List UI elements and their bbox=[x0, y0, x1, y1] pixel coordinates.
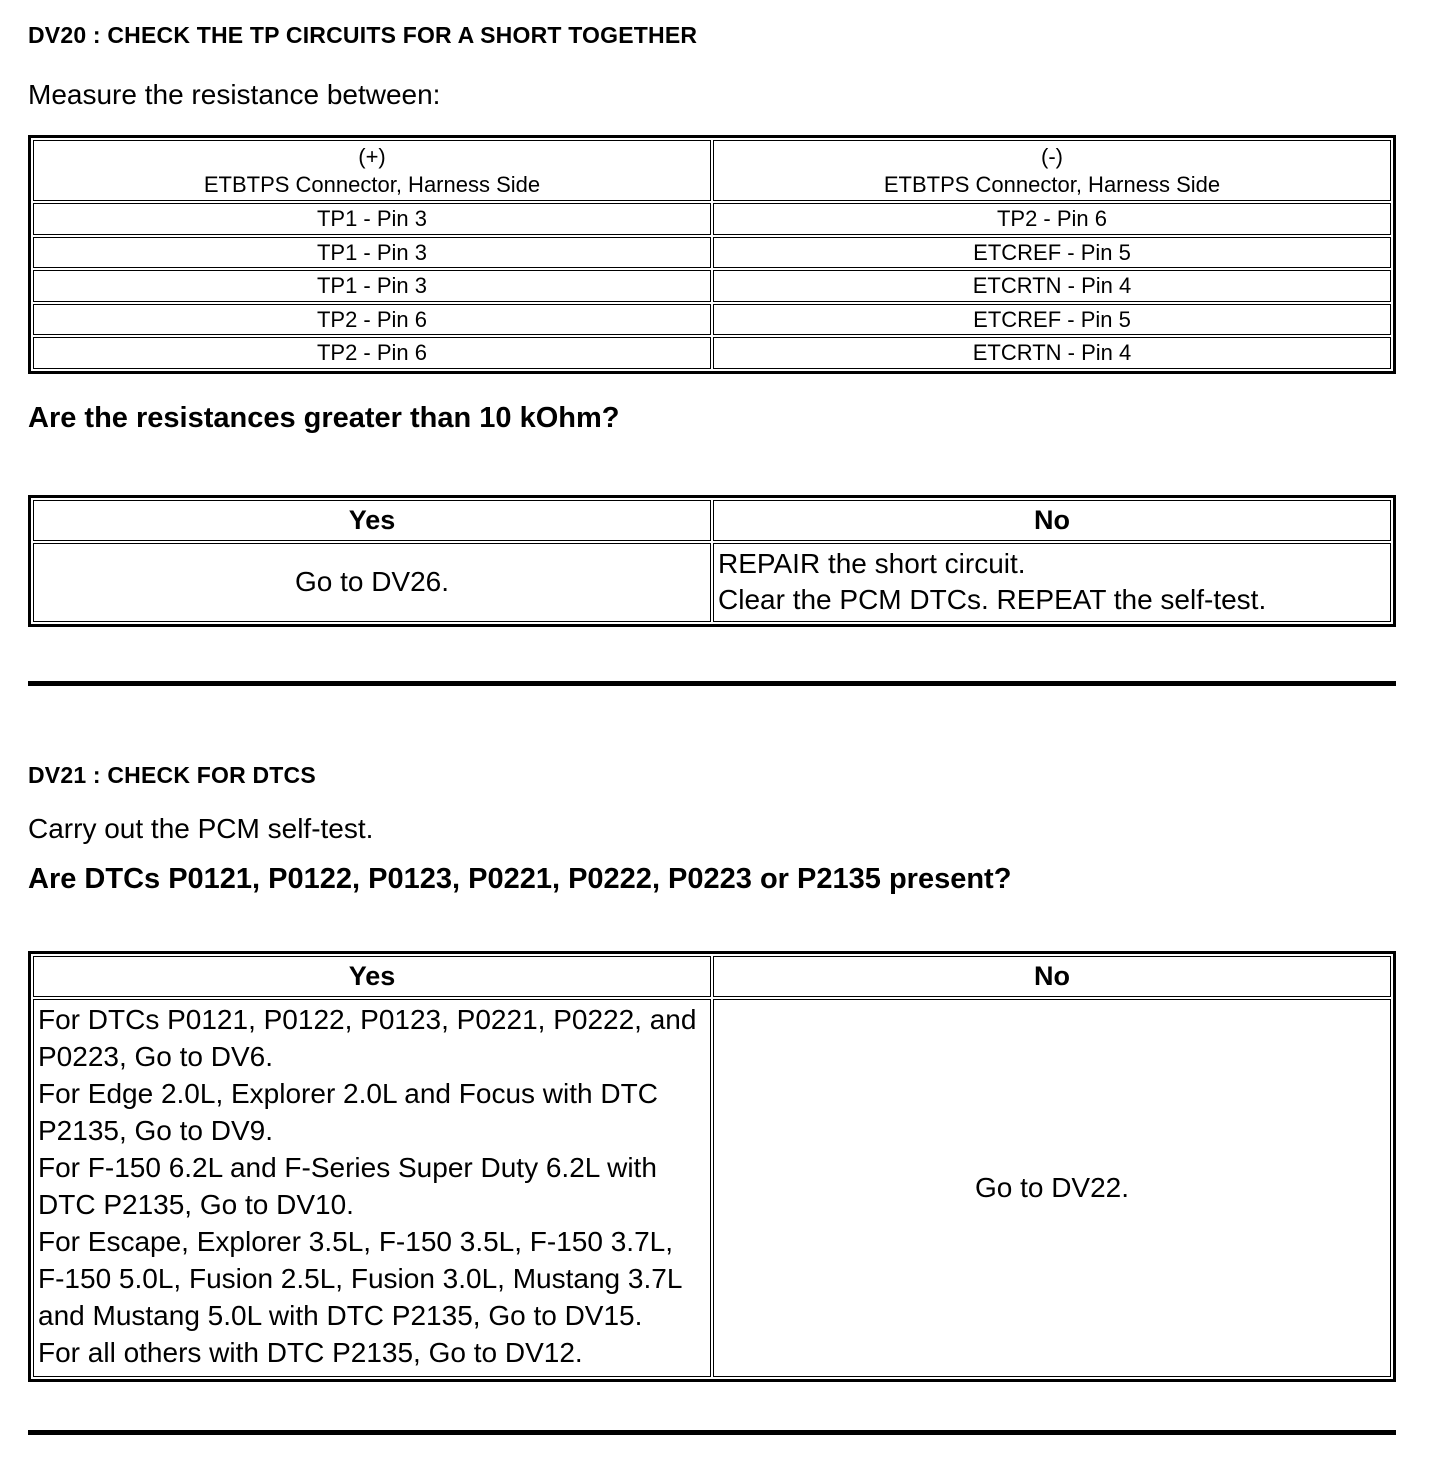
no-action-cell: Go to DV22. bbox=[713, 999, 1391, 1377]
no-action-line: Clear the PCM DTCs. REPEAT the self-test. bbox=[718, 584, 1267, 616]
yes-header: Yes bbox=[33, 500, 711, 541]
yes-header: Yes bbox=[33, 956, 711, 997]
plus-sign: (+) bbox=[358, 144, 386, 169]
table-row bbox=[33, 304, 1391, 336]
dv20-decision-table bbox=[28, 495, 1396, 628]
dv20-decision-head bbox=[33, 500, 1391, 541]
no-header: No bbox=[713, 956, 1391, 997]
dv21-intro: Carry out the PCM self-test. bbox=[28, 813, 374, 845]
plus-pin-cell: TP1 - Pin 3 bbox=[33, 270, 711, 302]
decision-row bbox=[33, 999, 1391, 1377]
dv21-section bbox=[28, 762, 1396, 1382]
minus-pin-cell: ETCREF - Pin 5 bbox=[713, 237, 1391, 269]
yes-action-cell: Go to DV26. bbox=[33, 543, 711, 623]
dv21-decision-head bbox=[33, 956, 1391, 997]
dv20-section bbox=[28, 22, 1396, 627]
table-row bbox=[33, 203, 1391, 235]
plus-pin-cell: TP1 - Pin 3 bbox=[33, 203, 711, 235]
plus-label: ETBTPS Connector, Harness Side bbox=[203, 171, 541, 197]
measure-header-plus bbox=[33, 140, 711, 201]
table-row bbox=[33, 237, 1391, 269]
measure-table-head bbox=[33, 140, 1391, 201]
no-action-cell bbox=[713, 543, 1391, 623]
no-action-line: REPAIR the short circuit. bbox=[718, 547, 1026, 579]
measure-table-body bbox=[33, 203, 1391, 369]
dv20-decision-body bbox=[33, 543, 1391, 623]
dv20-measure-table bbox=[28, 135, 1396, 374]
page-bottom-divider bbox=[28, 1430, 1396, 1435]
minus-pin-cell: ETCRTN - Pin 4 bbox=[713, 337, 1391, 369]
measure-header-row bbox=[33, 140, 1391, 201]
plus-pin-cell: TP2 - Pin 6 bbox=[33, 337, 711, 369]
dv21-decision-table bbox=[28, 951, 1396, 1382]
minus-pin-cell: TP2 - Pin 6 bbox=[713, 203, 1391, 235]
dv21-decision-body bbox=[33, 999, 1391, 1377]
minus-pin-cell: ETCREF - Pin 5 bbox=[713, 304, 1391, 336]
dv20-intro: Measure the resistance between: bbox=[28, 79, 441, 110]
dv20-question: Are the resistances greater than 10 kOhm? bbox=[28, 401, 620, 434]
section-divider bbox=[28, 681, 1396, 686]
yes-action-line: For DTCs P0121, P0122, P0123, P0221, P0222, and P0223, Go to DV6. bbox=[38, 1004, 697, 1073]
yes-action-line: For all others with DTC P2135, Go to DV12. bbox=[38, 1336, 583, 1368]
yes-action-line: For F-150 6.2L and F-Series Super Duty 6.2L with DTC P2135, Go to DV10. bbox=[38, 1152, 657, 1221]
decision-row bbox=[33, 543, 1391, 623]
decision-header-row bbox=[33, 956, 1391, 997]
plus-pin-cell: TP2 - Pin 6 bbox=[33, 304, 711, 336]
yes-action-cell bbox=[33, 999, 711, 1377]
measure-header-minus bbox=[713, 140, 1391, 201]
yes-action-line: For Escape, Explorer 3.5L, F-150 3.5L, F-150 3.7L, F-150 5.0L, Fusion 2.5L, Fusion 3.0L, Mustang 3.7L and Mustang 5.0L with DTC P2135, Go to DV15. bbox=[38, 1226, 682, 1332]
table-row bbox=[33, 270, 1391, 302]
plus-pin-cell: TP1 - Pin 3 bbox=[33, 237, 711, 269]
minus-pin-cell: ETCRTN - Pin 4 bbox=[713, 270, 1391, 302]
yes-action-line: For Edge 2.0L, Explorer 2.0L and Focus with DTC P2135, Go to DV9. bbox=[38, 1078, 658, 1147]
dv20-title: DV20 : CHECK THE TP CIRCUITS FOR A SHORT TOGETHER bbox=[28, 22, 698, 48]
minus-label: ETBTPS Connector, Harness Side bbox=[883, 171, 1221, 197]
dv21-question: Are DTCs P0121, P0122, P0123, P0221, P0222, P0223 or P2135 present? bbox=[28, 863, 1012, 896]
decision-header-row bbox=[33, 500, 1391, 541]
table-row bbox=[33, 337, 1391, 369]
minus-sign: (-) bbox=[1041, 144, 1063, 169]
dv21-title: DV21 : CHECK FOR DTCS bbox=[28, 762, 316, 789]
no-header: No bbox=[713, 500, 1391, 541]
